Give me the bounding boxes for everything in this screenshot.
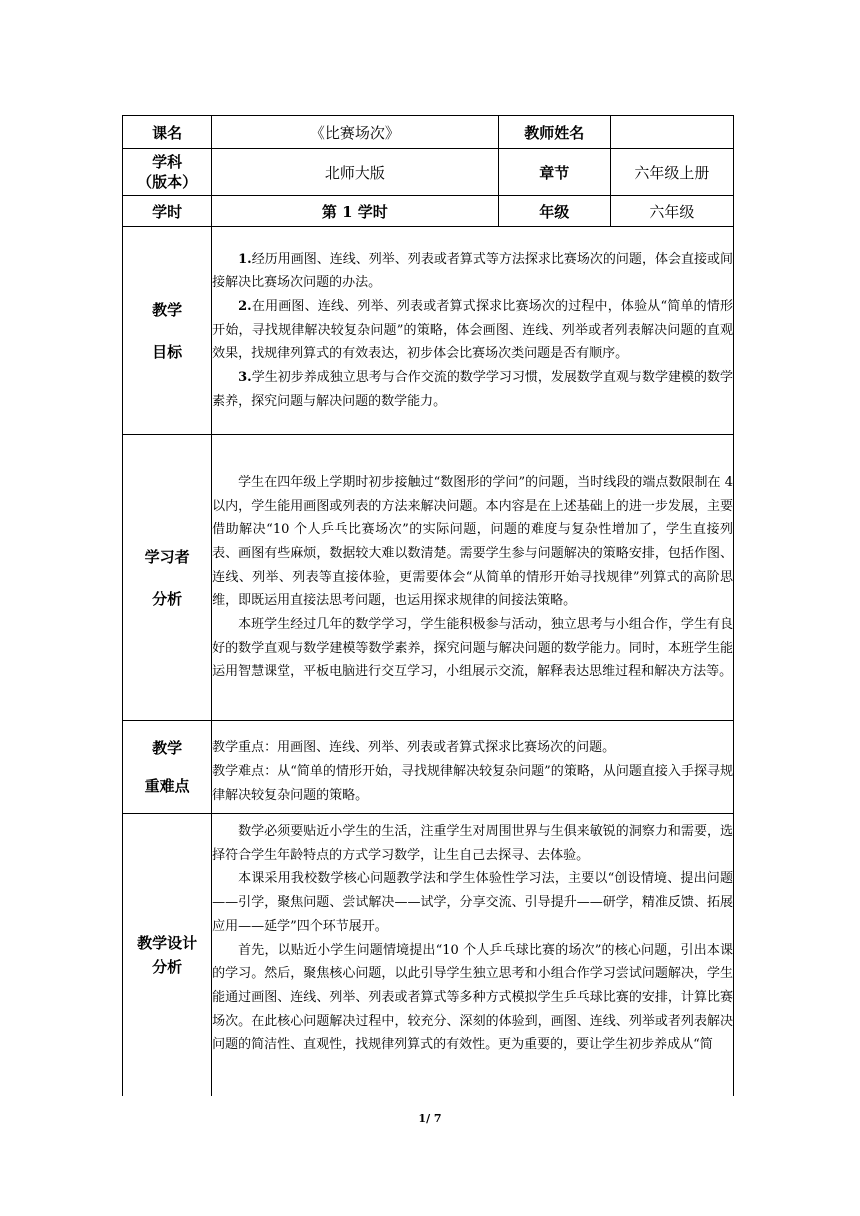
- design-label-line2: 分析: [152, 957, 183, 976]
- teacher-label: 教师姓名: [498, 116, 610, 149]
- objectives-label-line1: 教学: [152, 300, 183, 319]
- design-content: [212, 814, 734, 1096]
- objectives-content: [212, 227, 734, 435]
- design-paragraph: 数学必须要贴近小学生的生活，注重学生对周围世界与生俱来敏锐的洞察力和需要，选择符合学生年龄特点的方式学习数学，让生自己去探寻、去体验。: [212, 824, 733, 863]
- period-value: 第 1 学时: [212, 196, 498, 227]
- objective-item: 2.在用画图、连线、列举、列表或者算式探求比赛场次的过程中，体验从“简单的情形开始，寻找规律解决较复杂问题”的策略，体会画图、连线、列举或者列表解决问题的直观效果，找规律列算式的有效表达，初步体会比赛场次类问题是否有顺序。: [212, 298, 733, 362]
- learner-paragraph: 本班学生经过几年的数学学习，学生能积极参与活动，独立思考与小组合作，学生有良好的数学直观与数学建模等数学素养，探究问题与解决问题的数学能力。同时，本班学生能运用智慧课堂，平板电脑进行交互学习，小组展示交流，解释表达思维过程和解决方法等。: [212, 617, 733, 680]
- course-label: 课名: [123, 116, 212, 149]
- course-value: 《比赛场次》: [212, 116, 498, 149]
- grade-label: 年级: [498, 196, 610, 227]
- subject-value: 北师大版: [212, 149, 498, 196]
- page-number: 1/ 7: [418, 1112, 442, 1125]
- learner-paragraph: 学生在四年级上学期时初步接触过“数图形的学问”的问题，当时线段的端点数限制在 4 以内，学生能用画图或列表的方法来解决问题。本内容是在上述基础上的进一步发展，主要借助解决“10 个人乒乓比赛场次”的实际问题，问题的难度与复杂性增加了，学生直接列表、画图有些麻烦，数据较大难以数清楚。需要学生参与问题解决的策略安排，包括作图、连线、列举、列表等直接体验，更需要体会“从简单的情形开始寻找规律”列算式的高阶思维，即既运用直接法思考问题，也运用探求规律的间接法策略。: [212, 474, 733, 609]
- chapter-label: 章节: [498, 149, 610, 196]
- keypoints-label-line1: 教学: [152, 739, 183, 757]
- objective-item: 1.经历用画图、连线、列举、列表或者算式等方法探求比赛场次的问题，体会直接或间接解决比赛场次问题的办法。: [212, 251, 733, 291]
- row-design: [123, 814, 734, 1096]
- objectives-label: [123, 227, 212, 435]
- chapter-value: 六年级上册: [610, 149, 733, 196]
- design-label: [123, 814, 212, 1096]
- learner-label-line1: 学习者: [144, 547, 190, 566]
- row-period: [123, 196, 734, 227]
- design-paragraph: 本课采用我校数学核心问题教学法和学生体验性学习法，主要以“创设情境、提出问题——引学，聚焦问题、尝试解决——试学，分享交流、引导提升——研学，精准反馈、拓展应用——延学”四个环节展开。: [212, 871, 733, 934]
- keypoints-label: [123, 721, 212, 814]
- row-subject: [123, 149, 734, 196]
- design-label-line1: 教学设计: [137, 933, 198, 952]
- period-label: 学时: [123, 196, 212, 227]
- key-point-line: 教学重点：用画图、连线、列举、列表或者算式探求比赛场次的问题。: [212, 740, 616, 756]
- objectives-label-line2: 目标: [152, 342, 183, 361]
- row-learner: [123, 435, 734, 721]
- lesson-plan-table: [122, 115, 734, 1096]
- row-objectives: [123, 227, 734, 435]
- row-course: [123, 116, 734, 149]
- objective-item: 3.学生初步养成独立思考与合作交流的数学学习习惯，发展数学直观与数学建模的数学素养，探究问题与解决问题的数学能力。: [212, 370, 733, 409]
- teacher-value: [610, 116, 733, 149]
- design-paragraph: 首先，以贴近小学生问题情境提出“10 个人乒乓球比赛的场次”的核心问题，引出本课的学习。然后，聚焦核心问题，以此引导学生独立思考和小组合作学习尝试问题解决，学生能通过画图、连线、列举、列表或者算式等多种方式模拟学生乒乓球比赛的安排，计算比赛场次。在此核心问题解决过程中，较充分、深刻的体验到，画图、连线、列举或者列表解决问题的简洁性、直观性，找规律列算式的有效性。更为重要的，要让学生初步养成从“简: [212, 942, 733, 1053]
- learner-label-line2: 分析: [152, 589, 183, 608]
- learner-content: [212, 435, 734, 721]
- learner-label: [123, 435, 212, 721]
- difficult-point-line: 教学难点：从“简单的情形开始，寻找规律解决较复杂问题”的策略，从问题直接入手探寻规律解决较复杂问题的策略。: [212, 764, 733, 803]
- keypoints-label-line2: 重难点: [144, 777, 190, 795]
- subject-label-line1: 学科: [152, 153, 183, 171]
- subject-label: [123, 149, 212, 196]
- subject-label-line2: （版本）: [137, 173, 198, 191]
- row-keypoints: [123, 721, 734, 814]
- grade-value: 六年级: [610, 196, 733, 227]
- keypoints-content: [212, 721, 734, 814]
